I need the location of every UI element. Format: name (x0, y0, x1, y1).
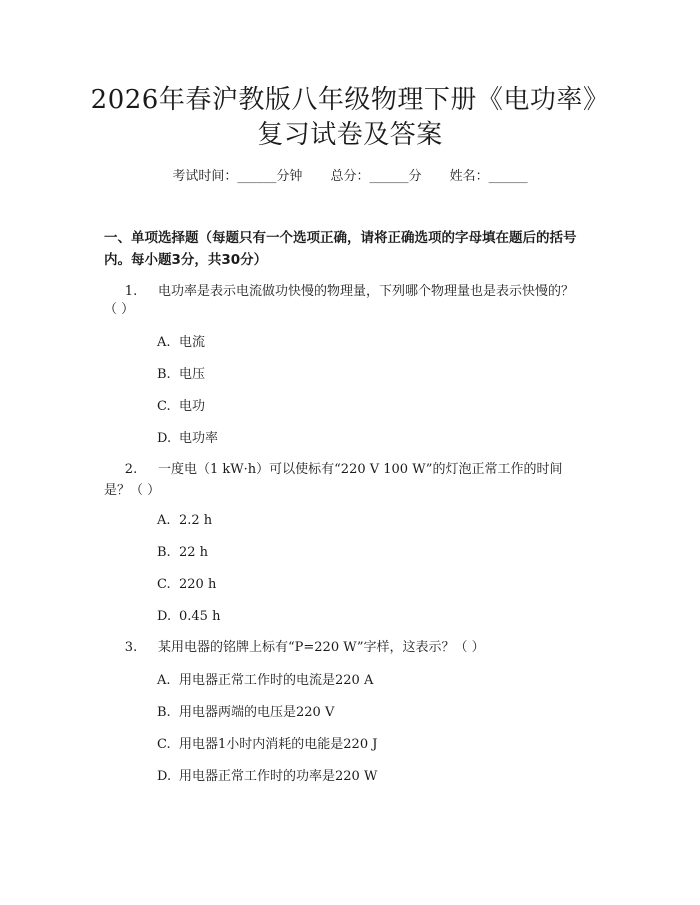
total-score-field: 总分：______分 (330, 169, 422, 184)
option-text: 电压 (179, 367, 206, 382)
exam-meta (0, 168, 700, 186)
option-letter: A. (157, 513, 171, 528)
option-text: 电流 (179, 335, 206, 350)
option-letter: B. (157, 367, 171, 382)
question-3-option-b (157, 703, 334, 723)
option-text: 0.45 h (179, 609, 221, 624)
question-3-option-c (157, 735, 377, 755)
section-heading-line2: 内。每小题3分，共30分） (104, 252, 268, 268)
option-letter: D. (157, 769, 172, 784)
option-text: 2.2 h (179, 513, 213, 528)
question-2-option-c (157, 575, 216, 595)
option-text: 电功率 (179, 431, 219, 446)
option-letter: B. (157, 705, 171, 720)
question-text: 一度电（1 kW·h）可以使标有“220 V 100 W”的灯泡正常工作的时间 (158, 462, 563, 477)
option-text: 用电器两端的电压是220 V (179, 705, 335, 720)
option-letter: D. (157, 609, 172, 624)
option-letter: A. (157, 335, 171, 350)
question-number: 3. (124, 640, 138, 655)
question-2-option-b (157, 543, 208, 563)
question-1-option-c (157, 397, 205, 417)
option-text: 用电器正常工作时的电流是220 A (179, 673, 374, 688)
question-3-option-a (157, 671, 373, 691)
question-number: 1. (124, 284, 138, 299)
doc-title-line2: 复习试卷及答案 (257, 120, 443, 150)
question-1-option-a (157, 333, 205, 353)
question-number: 2. (124, 462, 138, 477)
option-text: 220 h (179, 577, 217, 592)
question-1-bracket: （ ） (104, 302, 135, 317)
question-1-option-d (157, 429, 218, 449)
question-1-option-b (157, 365, 205, 385)
question-3-stem (104, 636, 604, 660)
option-letter: C. (157, 399, 171, 414)
option-text: 22 h (179, 545, 209, 560)
option-letter: D. (157, 431, 172, 446)
doc-title-line1: 2026年春沪教版八年级物理下册《电功率》 (90, 85, 610, 115)
question-text: 电功率是表示电流做功快慢的物理量，下列哪个物理量也是表示快慢的？ (158, 284, 575, 299)
question-3-option-d (157, 767, 377, 787)
option-text: 用电器1小时内消耗的电能是220 J (179, 737, 378, 752)
question-2-stem-continued: 是？（ ） (104, 483, 161, 498)
option-text: 用电器正常工作时的功率是220 W (179, 769, 378, 784)
section-heading-line1: 一、单项选择题（每题只有一个选项正确，请将正确选项的字母填在题后的括号 (104, 230, 577, 246)
option-letter: C. (157, 737, 171, 752)
option-text: 电功 (179, 399, 206, 414)
question-2-option-d (157, 607, 220, 627)
exam-time-field: 考试时间：______分钟 (172, 169, 303, 184)
option-letter: A. (157, 673, 171, 688)
question-2-option-a (157, 511, 212, 531)
option-letter: B. (157, 545, 171, 560)
option-letter: C. (157, 577, 171, 592)
student-name-field: 姓名：______ (449, 169, 528, 184)
question-text: 某用电器的铭牌上标有“P=220 W”字样，这表示？（ ） (158, 640, 485, 655)
